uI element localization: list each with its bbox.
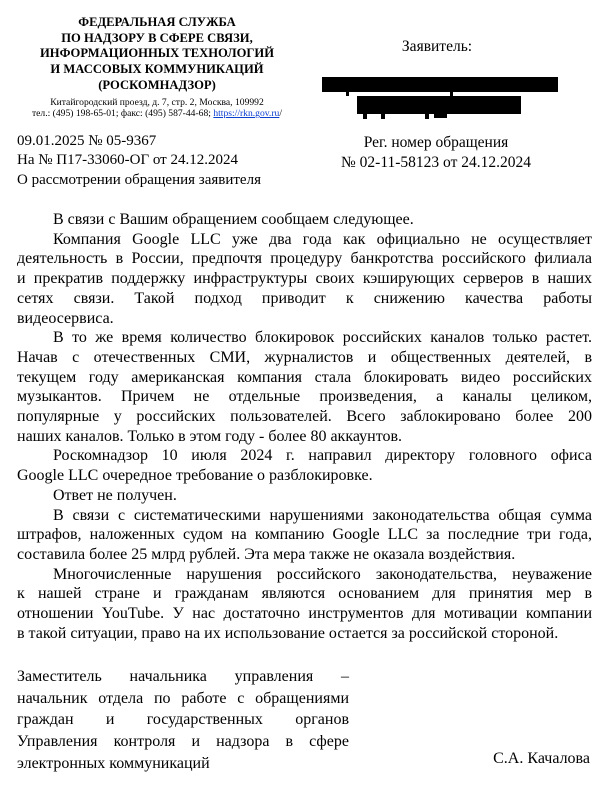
body-line: наших каналов. Только в этом году - более 80 аккаунтов. bbox=[17, 427, 403, 445]
letterhead-contacts bbox=[18, 108, 296, 120]
body-line: видеосервиса. bbox=[17, 309, 114, 327]
reference-block bbox=[17, 132, 261, 190]
subject-line: О рассмотрении обращения заявителя bbox=[17, 171, 261, 188]
signature-title-line: Заместитель начальника управления – bbox=[17, 668, 349, 685]
reg-number-heading: Рег. номер обращения bbox=[363, 134, 509, 151]
redaction-artifact bbox=[434, 114, 447, 118]
letterhead-title-line: И МАССОВЫХ КОММУНИКАЦИЙ bbox=[50, 62, 264, 77]
website-slash: / bbox=[279, 108, 282, 120]
letterhead-address: Китайгородский проезд, д. 7, стр. 2, Москва, 109992 bbox=[50, 96, 264, 108]
signature-title-line: Управления контроля и надзора в сфере bbox=[17, 733, 349, 751]
body-line: Компания Google LLC уже два года как официально не осуществляет bbox=[53, 230, 592, 248]
letterhead-title-line: ИНФОРМАЦИОННЫХ ТЕХНОЛОГИЙ bbox=[39, 46, 275, 61]
redaction-artifact bbox=[425, 114, 429, 119]
outgoing-number: 09.01.2025 № 05-9367 bbox=[17, 133, 157, 149]
redaction-artifact bbox=[381, 114, 385, 119]
redaction-artifact bbox=[346, 92, 349, 96]
registration-number-block bbox=[286, 133, 586, 172]
website-link[interactable]: https://rkn.gov.ru bbox=[213, 108, 280, 120]
body-line: В то же время количество блокировок российских каналов только растет. bbox=[53, 329, 592, 347]
body-line: В связи с Вашим обращением сообщаем следующее. bbox=[53, 211, 414, 228]
body-line: составила более 25 млрд рублей. Эта мера также не оказала воздействия. bbox=[17, 545, 516, 563]
signature-title bbox=[17, 666, 349, 775]
letterhead-title bbox=[18, 15, 296, 94]
body-line: Ответ не получен. bbox=[53, 486, 177, 504]
body-line: деятельность в России, предпочтя процедуру банкротства российского филиала bbox=[17, 250, 592, 268]
signature-title-line: электронных коммуникаций bbox=[17, 754, 210, 772]
body-line: и прекратив поддержку инфраструктуры своих кэширующих серверов в наших bbox=[17, 270, 592, 288]
body-text bbox=[17, 210, 592, 643]
signature-title-line: начальник отдела по работе с обращениями bbox=[17, 689, 349, 707]
redaction-box-1 bbox=[322, 77, 558, 92]
incoming-number: На № П17-33060-ОГ от 24.12.2024 bbox=[17, 152, 238, 169]
redaction-artifact bbox=[450, 92, 453, 96]
letterhead-title-line: ПО НАДЗОРУ В СФЕРЕ СВЯЗИ, bbox=[61, 30, 253, 45]
reg-number-value: № 02-11-58123 от 24.12.2024 bbox=[341, 153, 531, 171]
applicant-label: Заявитель: bbox=[401, 38, 473, 55]
letterhead-title-line: (РОСКОМНАДЗОР) bbox=[98, 77, 216, 92]
letterhead-title-line: ФЕДЕРАЛЬНАЯ СЛУЖБА bbox=[78, 15, 236, 29]
body-line: отношении YouTube. У нас достаточно инструментов для мотивации компании bbox=[17, 605, 592, 623]
body-line: популярные у российских пользователей. Всего заблокировано более 200 bbox=[17, 408, 592, 426]
body-line: Многочисленные нарушения российского законодательства, неуважение bbox=[53, 565, 592, 583]
body-line: музыкантов. Причем не отдельные произведения, а каналы целиком, bbox=[17, 388, 592, 406]
body-line: текущем году американская компания стала блокировать видео российских bbox=[17, 368, 592, 386]
redaction-box-2 bbox=[357, 96, 521, 114]
body-line: В связи с систематическими нарушениями законодательства общая сумма bbox=[53, 506, 592, 524]
signer-name: С.А. Качалова bbox=[493, 750, 590, 767]
body-line: Начав с отечественных СМИ, журналистов и общественных деятелей, в bbox=[17, 348, 592, 366]
body-line: к нашей стране и гражданам являются основанием для принятия мер в bbox=[17, 585, 592, 603]
body-line: Роскомнадзор 10 июля 2024 г. направил директору головного офиса bbox=[53, 447, 592, 465]
body-line: Google LLC очередное требование о разблокировке. bbox=[17, 467, 373, 485]
body-line: в такой ситуации, право на их использование остается за российской стороной. bbox=[17, 624, 559, 642]
signature-title-line: граждан и государственных органов bbox=[17, 711, 349, 729]
letterhead bbox=[18, 15, 296, 120]
body-line: штрафов, наложенных судом на компанию Google LLC за последние три года, bbox=[17, 526, 592, 544]
letterhead-phone-fax: тел.: (495) 198-65-01; факс: (495) 587-44-68; bbox=[31, 108, 214, 120]
body-line: сетях связи. Такой подход приводит к снижению качества работы bbox=[17, 289, 592, 307]
redaction-artifact bbox=[363, 114, 367, 119]
